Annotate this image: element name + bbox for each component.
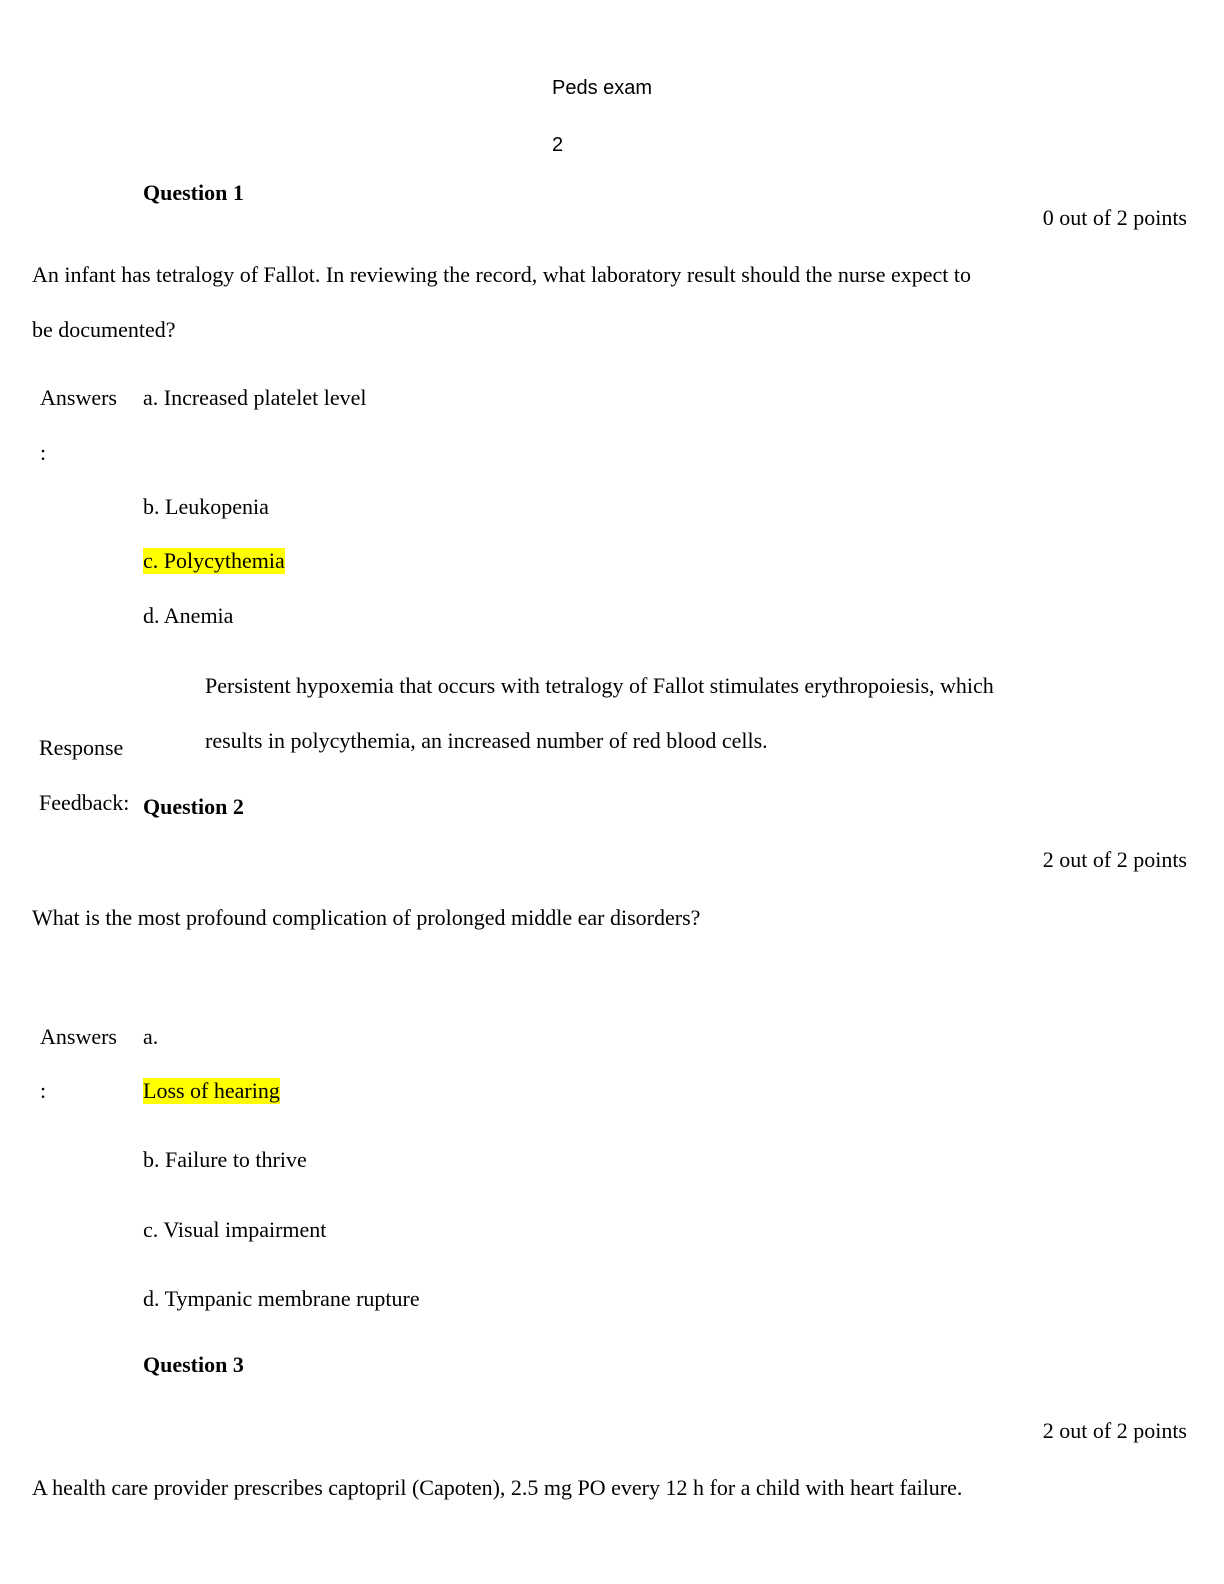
answers-label-colon-q2: : — [40, 1078, 47, 1103]
question-1-prompt-line-1: An infant has tetralogy of Fallot. In reviewing the record, what laboratory result should the nurse expect to — [32, 262, 972, 287]
question-1-feedback-line-1: Persistent hypoxemia that occurs with tetralogy of Fallot stimulates erythropoiesis, which — [205, 673, 994, 698]
question-1-points: 0 out of 2 points — [1042, 205, 1187, 230]
question-3-prompt: A health care provider prescribes captopril (Capoten), 2.5 mg PO every 12 h for a child with heart failure. — [32, 1475, 963, 1500]
question-3-points: 2 out of 2 points — [1042, 1418, 1187, 1443]
question-2-answer-d: d. Tympanic membrane rupture — [143, 1286, 420, 1311]
question-2-prompt: What is the most profound complication of prolonged middle ear disorders? — [32, 905, 701, 930]
response-label: Response — [39, 735, 124, 760]
page-number: 2 — [552, 134, 564, 156]
question-1-title: Question 1 — [143, 180, 244, 205]
question-1-prompt-line-2: be documented? — [32, 317, 176, 342]
answers-label-q2: Answers — [40, 1024, 117, 1049]
question-2-answer-a-prefix: a. — [143, 1024, 159, 1049]
document-title: Peds exam — [552, 77, 653, 99]
feedback-label: Feedback: — [39, 790, 130, 815]
answers-label-colon: : — [40, 440, 47, 465]
question-2-title: Question 2 — [143, 794, 244, 819]
question-2-answer-a-highlighted: Loss of hearing — [143, 1078, 280, 1103]
question-1-answer-c-highlighted: c. Polycythemia — [143, 548, 285, 573]
question-1-answer-d: d. Anemia — [143, 603, 234, 628]
question-2-answer-c: c. Visual impairment — [143, 1217, 327, 1242]
question-1-answer-a: a. Increased platelet level — [143, 385, 367, 410]
question-3-title: Question 3 — [143, 1352, 244, 1377]
answers-label: Answers — [40, 385, 117, 410]
question-1-answer-b: b. Leukopenia — [143, 494, 269, 519]
question-1-feedback-line-2: results in polycythemia, an increased number of red blood cells. — [205, 728, 768, 753]
question-2-answer-b: b. Failure to thrive — [143, 1147, 307, 1172]
question-2-points: 2 out of 2 points — [1042, 847, 1187, 872]
